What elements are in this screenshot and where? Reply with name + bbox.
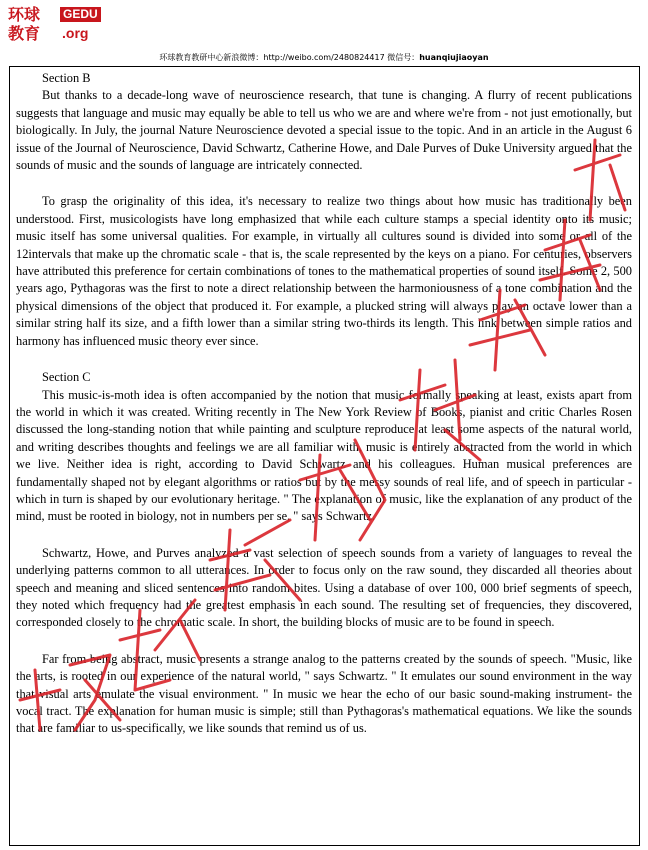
- logo-text-line2: 教育: [8, 24, 41, 43]
- paragraph-1: But thanks to a decade-long wave of neuroscience research, that tune is changing. A flurry of recent publications suggests that language and music may equally be able to tell us who we are and where we're from - not just emotionally, but biologically. In July, the journal Nature Neuroscience devoted a special issue to the topic. And in an article in the August 6 issue of the Journal of Neuroscience, David Schwartz, Catherine Howe, and Dale Purves of Duke University argued that the sounds of music and the sounds of language are intricately connected.: [16, 88, 632, 173]
- paragraph-2: To grasp the originality of this idea, it's necessary to realize two things about how music has traditionally been understood. First, musicologists have long emphasized that while each culture stamps a special identity onto its music; music itself has some universal qualities. For example, in virtually all cultures sound is divided into some or all of the 12intervals that make up the chromatic scale - that is, the scale represented by the keys on a piano. For centuries, observers have attributed this preference for certain combinations of tones to the mathematical properties of sound itself. Some 2, 500 years ago, Pythagoras was the first to note a direct relationship between the harmoniousness of a tone combination and the physical dimensions of the object that produced it. For example, a plucked string will always play an octave lower than a similar string half its size, and a fifth lower than a similar string two-thirds its length. This link between simple ratios and harmony has influenced music theory ever since.: [16, 194, 632, 348]
- header-contact-line: [0, 52, 648, 64]
- paragraph-3: This music-is-moth idea is often accompanied by the notion that music formally speaking at least, exists apart from the world in which it was created. Writing recently in The New York Review of Books, pianist and critic Charles Rosen discussed the long-standing notion that while painting and sculpture reproduce at least some aspects of the natural world, and writing describes thoughts and feelings we are all familiar with, music is entirely abstracted from the world in which we live. Neither idea is right, according to David Schwartz and his colleagues. Human musical preferences are fundamentally shaped not by elegant algorithms or ratios but by the messy sounds of real life, and of speech in particular -which in turn is shaped by our evolutionary heritage. " The explanation of music, like the explanation of any product of the mind, must be rooted in biology, not in numbers per se, " says Schwartz.: [16, 387, 632, 524]
- logo-text-line1: 环球: [8, 5, 41, 24]
- logo-domain: .org: [62, 25, 89, 41]
- header-weibo-text: 环球教育教研中心新浪微博：http://weibo.com/2480824417 微信号：: [159, 53, 420, 62]
- gedu-logo[interactable]: [8, 5, 100, 45]
- logo-brand: GEDU: [60, 7, 101, 22]
- paragraph-4: Schwartz, Howe, and Purves analyzed a vast selection of speech sounds from a variety of languages to reveal the underlying patterns common to all utterances. In order to focus only on the raw sound, they discarded all theories about speech and meaning and sliced sentences into random bites. Using a database of over 100, 000 brief segments of speech, they noted which frequency had the greatest emphasis in each sound. The resulting set of frequencies, they discovered, corresponded closely to the chromatic scale. In short, the building blocks of music are to be found in speech.: [16, 545, 632, 630]
- paragraph-gap: [16, 350, 632, 369]
- paragraph-gap: [16, 174, 632, 193]
- article-body: [16, 70, 632, 738]
- header-wechat-id: huanqiujiaoyan: [419, 53, 489, 62]
- paragraph-5: Far from being abstract, music presents a strange analog to the patterns created by the sounds of speech. "Music, like the arts, is rooted in our experience of the natural world, " says Schwartz. " It emulates our sound environment in the way that visual arts emulate the visual environment. " In music we hear the echo of our basic sound-making instrument- the vocal tract. The explanation for human music is simple; still than Pythagoras's mathematical equations. We like the sounds that are familiar to us-specifically, we like sounds that remind us of us.: [16, 651, 632, 736]
- section-b-heading: Section B: [42, 71, 91, 85]
- paragraph-gap: [16, 526, 632, 545]
- paragraph-gap: [16, 632, 632, 651]
- section-c-heading: Section C: [42, 370, 91, 385]
